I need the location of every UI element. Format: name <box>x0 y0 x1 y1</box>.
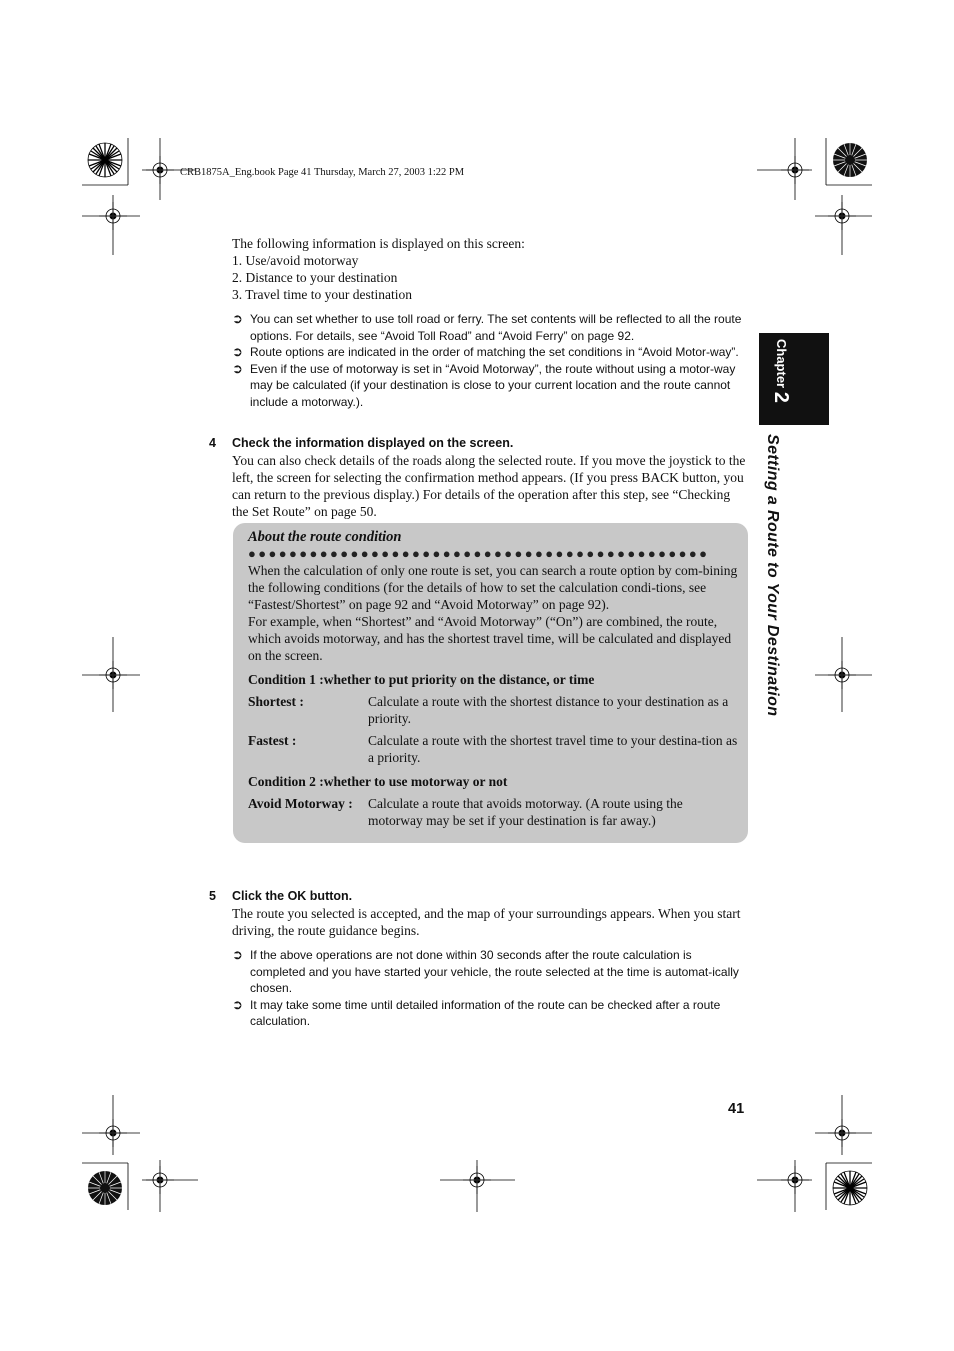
term-avoid-motorway: Avoid Motorway : <box>248 796 353 811</box>
step-4-number: 4 <box>209 436 216 450</box>
note-text: Even if the use of motorway is set in “Avoid Motorway”, the route without using a motor-way may be calculated (if your destination is close to your current location and the route cannot include a motorway.). <box>250 361 736 409</box>
arrow-icon: ➲ <box>232 311 243 326</box>
term-shortest: Shortest : <box>248 694 304 709</box>
note-item <box>232 997 748 1030</box>
note-text: It may take some time until detailed information of the route can be checked after a route calculation. <box>250 997 721 1028</box>
box-paragraph: When the calculation of only one route is set, you can search a route option by com-bining the following conditions (for the details of how to set the calculation condi-tions, see “Fastest/Shortest” on page 92 and “Avoid Motorway” on page 92). <box>248 563 738 612</box>
box-paragraph: For example, when “Shortest” and “Avoid Motorway” (“On”) are combined, the route, which avoids motorway, and has the shortest travel time, will be calculated and displayed on the screen. <box>248 614 732 663</box>
note-text: If the above operations are not done within 30 seconds after the route calculation is completed and you have started your vehicle, the route selected at the time is automat-ically chosen. <box>250 948 739 995</box>
chapter-word: Chapter <box>774 339 789 389</box>
definition-fastest <box>248 733 738 766</box>
definition-shortest <box>248 694 738 727</box>
print-file-info: CRB1875A_Eng.book Page 41 Thursday, March 27, 2003 1:22 PM <box>180 167 465 178</box>
note-item <box>232 311 752 344</box>
step-4-body: You can also check details of the roads along the selected route. If you move the joystick to the left, the screen for selecting the confirmation method appears. (If you press BACK button, you can return to the previous display.) For details of the operation after this step, see “Checking the Set Route” on page 50. <box>232 453 746 519</box>
box-title: About the route condition <box>248 529 402 545</box>
intro-item: 2. Distance to your destination <box>232 270 398 285</box>
arrow-icon: ➲ <box>232 344 243 359</box>
step-5-title: Click the OK button. <box>232 889 353 903</box>
note-item <box>232 947 748 997</box>
note-item <box>232 361 752 411</box>
intro-item: 3. Travel time to your destination <box>232 287 412 302</box>
term-fastest: Fastest : <box>248 733 297 748</box>
dotted-divider: ●●●●●●●●●●●●●●●●●●●●●●●●●●●●●●●●●●●●●●●●●●●●● <box>248 548 710 560</box>
step-5 <box>232 889 748 1030</box>
notes-bottom <box>232 947 748 1030</box>
chapter-tab <box>759 333 829 425</box>
note-text: Route options are indicated in the order of matching the set conditions in “Avoid Motor-way”. <box>250 345 739 359</box>
step-4-title: Check the information displayed on the screen. <box>232 436 514 450</box>
desc-shortest: Calculate a route with the shortest distance to your destination as a priority. <box>368 694 729 726</box>
intro-lead: The following information is displayed on this screen: <box>232 236 525 251</box>
chapter-label <box>769 339 792 403</box>
intro-item: 1. Use/avoid motorway <box>232 253 359 268</box>
chapter-number: 2 <box>770 391 792 403</box>
arrow-icon: ➲ <box>232 360 243 376</box>
condition-1-title: Condition 1 :whether to put priority on the distance, or time <box>248 672 595 687</box>
desc-avoid-motorway: Calculate a route that avoids motorway. (A route using the motorway may be set if your destination is far away.) <box>368 796 683 828</box>
condition-2-title: Condition 2 :whether to use motorway or not <box>248 774 508 789</box>
page-number: 41 <box>728 1101 745 1117</box>
arrow-icon: ➲ <box>232 996 243 1012</box>
route-condition-box <box>233 523 748 843</box>
section-side-title: Setting a Route to Your Destination <box>764 434 781 717</box>
intro-section <box>232 235 752 410</box>
step-4 <box>232 436 748 520</box>
arrow-icon: ➲ <box>232 947 243 962</box>
desc-fastest: Calculate a route with the shortest travel time to your destina-tion as a priority. <box>368 733 738 765</box>
note-item <box>232 344 752 361</box>
definition-avoid-motorway <box>248 796 738 829</box>
step-5-body: The route you selected is accepted, and the map of your surroundings appears. When you start driving, the route guidance begins. <box>232 906 741 938</box>
note-text: You can set whether to use toll road or ferry. The set contents will be reflected to all the route options. For details, see “Avoid Toll Road” and “Avoid Ferry” on page 92. <box>250 312 742 343</box>
notes-top <box>232 311 752 410</box>
step-5-number: 5 <box>209 889 216 903</box>
